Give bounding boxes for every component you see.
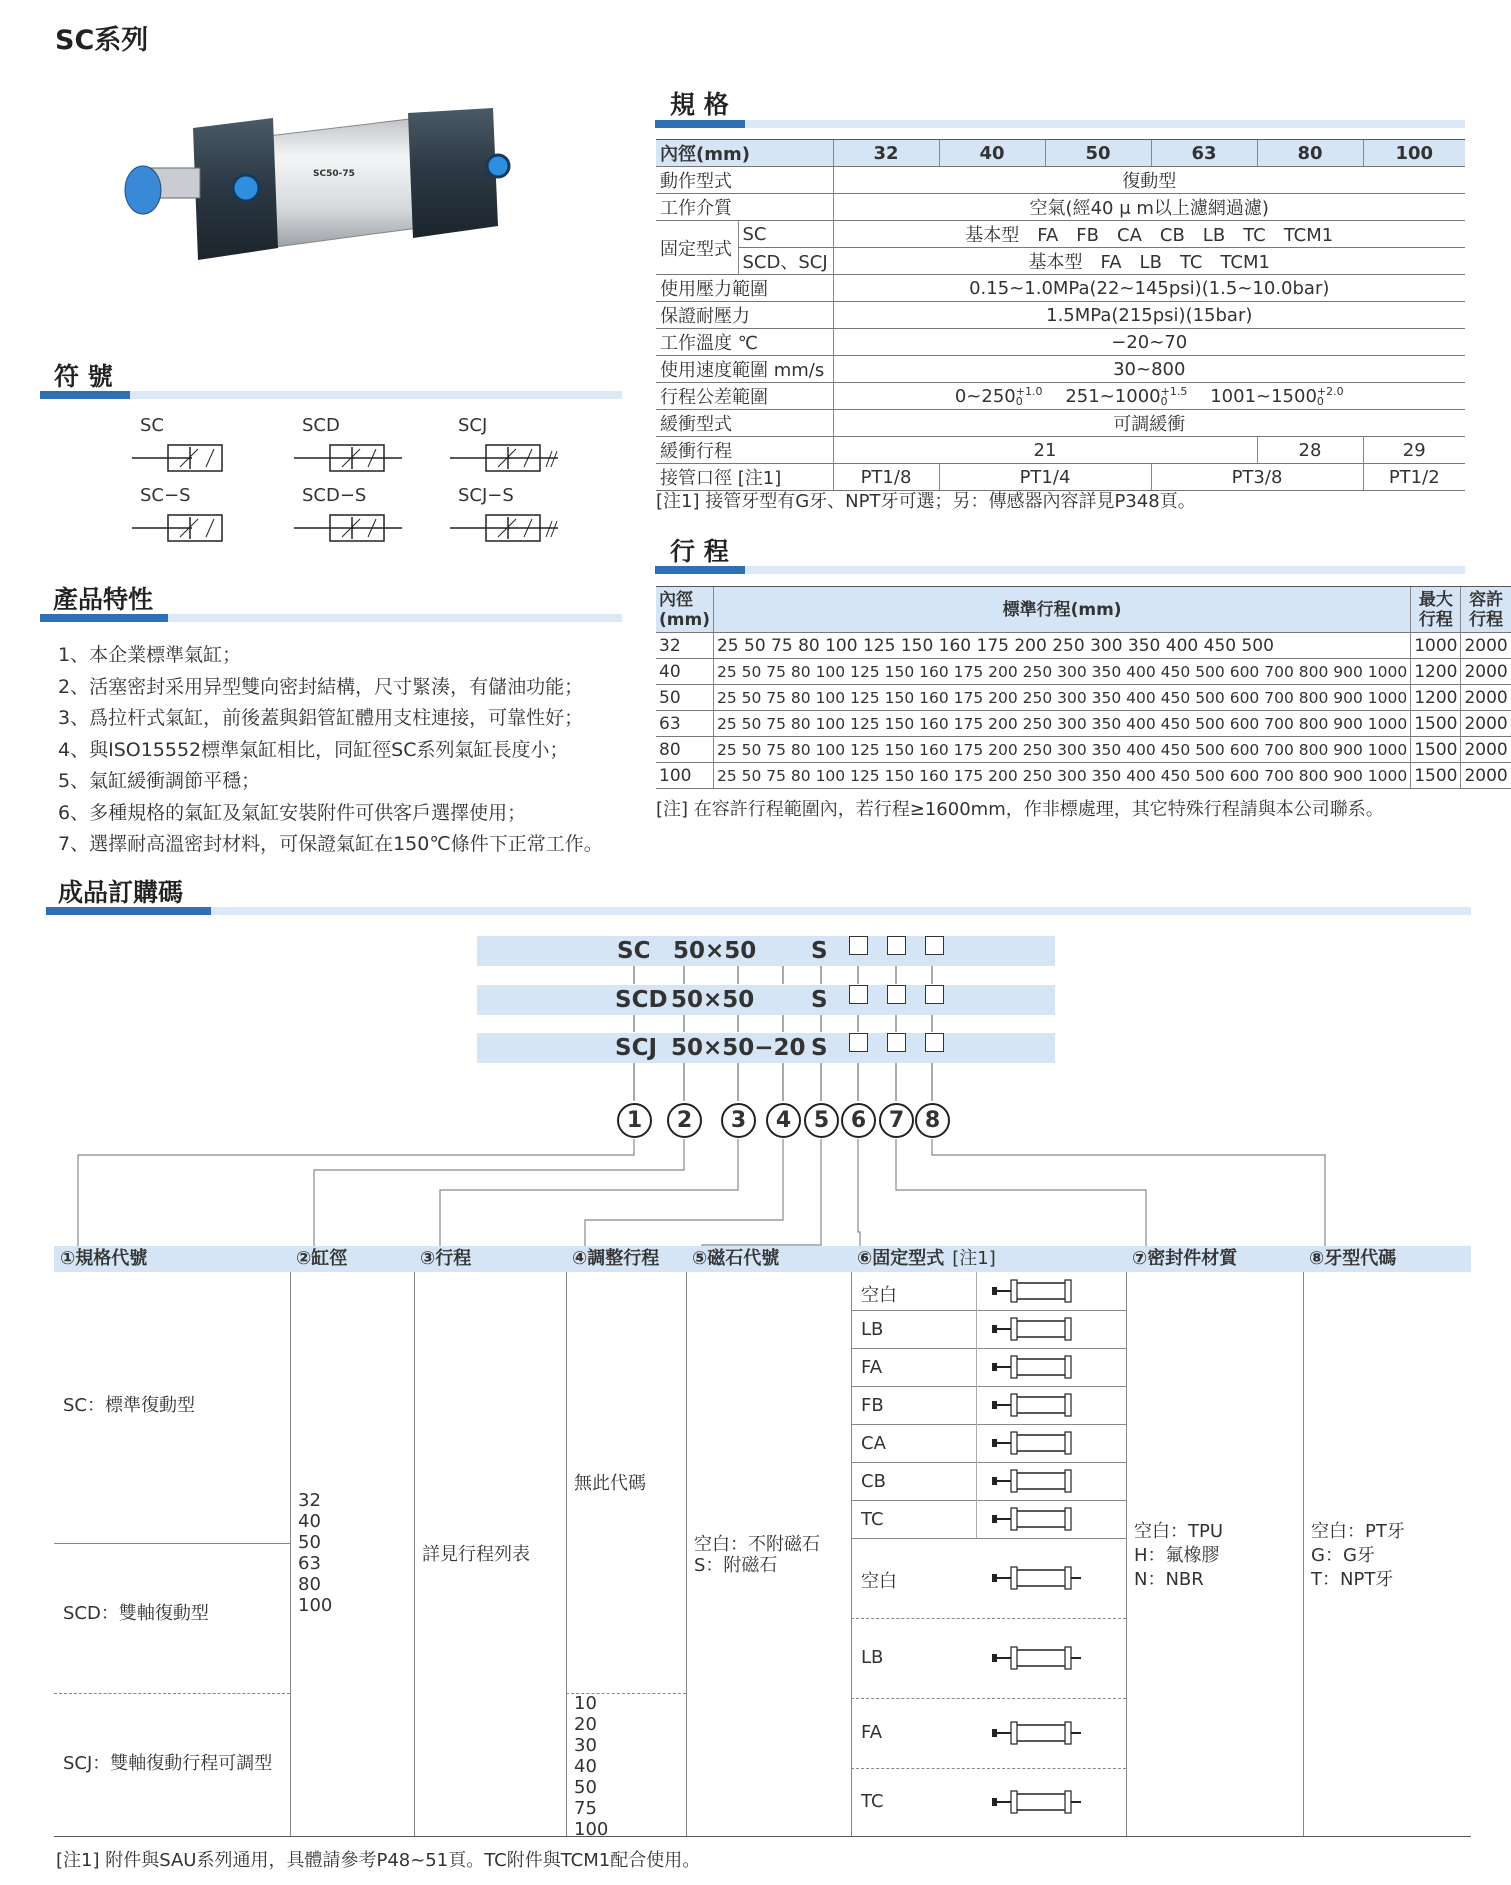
stroke-bore: 50 (656, 685, 713, 711)
order-header (1126, 1246, 1303, 1272)
stroke-max: 1200 (1411, 685, 1461, 711)
stroke-allow: 2000 (1461, 737, 1511, 763)
tol-upper: +2.0 (1316, 384, 1344, 398)
tol-upper: +1.5 (1160, 384, 1188, 398)
stroke-allow: 2000 (1461, 633, 1511, 659)
order-vline (686, 1272, 687, 1836)
symbol-label: SC−S (140, 485, 191, 506)
order-header-label: ⑦密封件材質 (1132, 1248, 1238, 1269)
thread-codes: 空白：PT牙 G：G牙 T：NPT牙 (1311, 1521, 1405, 1590)
mount-row (851, 1424, 1126, 1463)
spec-value: 基本型 FA LB TC TCM1 (833, 248, 1465, 275)
spec-value: −20~70 (833, 329, 1465, 356)
order-vline (290, 1272, 291, 1836)
tol-lower: 0 (1316, 394, 1324, 408)
stroke-std: 25 50 75 80 100 125 150 160 175 200 250 300 350 400 450 500 600 700 800 900 1000 (713, 737, 1410, 763)
order-header-label: ①規格代號 (60, 1248, 148, 1269)
order-vline (566, 1272, 567, 1836)
spec-value: 復動型 (833, 167, 1465, 194)
order-header (851, 1246, 1126, 1272)
spec-label: 緩衝型式 (656, 410, 833, 437)
mount-sep (976, 1348, 977, 1386)
stroke-header-bore: 內徑 (mm) (656, 587, 713, 633)
spec-sublabel: SCD、SCJ (738, 248, 833, 275)
spec-value: PT3/8 (1151, 464, 1363, 491)
stroke-bore: 40 (656, 659, 713, 685)
stroke-max: 1200 (1411, 659, 1461, 685)
spec-label: 保證耐壓力 (656, 302, 833, 329)
position-circle: 5 (804, 1103, 839, 1138)
mount-row (851, 1310, 1126, 1349)
spec-label: 緩衝行程 (656, 437, 833, 464)
spec-label: 使用壓力範圍 (656, 275, 833, 302)
spec-value: 21 (833, 437, 1257, 464)
spec-value: 0.15~1.0MPa(22~145psi)(1.5~10.0bar) (833, 275, 1465, 302)
spec-value: PT1/4 (939, 464, 1151, 491)
mount-sep (976, 1500, 977, 1538)
spec-label: 工作介質 (656, 194, 833, 221)
spec-label: 行程公差範圍 (656, 383, 833, 410)
spec-value: PT1/8 (833, 464, 939, 491)
mount-row (851, 1386, 1126, 1425)
order-model: SC (617, 938, 651, 964)
spec-value: 空氣(經40 μ m以上濾網過濾) (833, 194, 1465, 221)
tol-range: 0~250 (954, 385, 1016, 407)
mount-code: FA (861, 1722, 883, 1743)
order-header-label: ⑤磁石代號 (692, 1248, 780, 1269)
feature-item: 3、爲拉杆式氣缸，前後蓋與鋁管缸體用支柱連接，可靠性好； (58, 707, 584, 729)
symbol-label: SCD (302, 415, 340, 436)
tol-range: 251~1000 (1065, 385, 1161, 407)
mount-style-icon (989, 1314, 1079, 1344)
spec-value: 29 (1363, 437, 1465, 464)
product-label: SC50-75 (313, 169, 355, 179)
feature-item: 1、本企業標準氣缸； (58, 644, 242, 666)
spec-bore: 80 (1257, 140, 1363, 167)
order-model: SCD (615, 987, 668, 1013)
order-header-label: ⑧牙型代碼 (1309, 1248, 1397, 1269)
order-vline (1303, 1272, 1304, 1836)
symbol-heading: 符 號 (54, 362, 113, 391)
mount-code: LB (861, 1319, 884, 1340)
mount-style-icon (989, 1428, 1079, 1458)
spec-value: 1.5MPa(215psi)(15bar) (833, 302, 1465, 329)
mount-row (851, 1618, 1126, 1699)
feature-item: 6、多種規格的氣缸及氣缸安裝附件可供客戶選擇使用； (58, 801, 527, 824)
spec-sublabel: SC (738, 221, 833, 248)
stroke-allow: 2000 (1461, 685, 1511, 711)
mount-sep (976, 1310, 977, 1348)
mount-code: FA (861, 1357, 883, 1378)
mount-code: CB (861, 1471, 886, 1492)
spec-value: 30~800 (833, 356, 1465, 383)
symbol-label: SCJ (458, 415, 488, 436)
order-header-label: ③行程 (420, 1248, 472, 1269)
mount-code: CA (861, 1433, 886, 1454)
mount-row (851, 1768, 1126, 1836)
spec-code-sc: SC：標準復動型 (63, 1395, 195, 1416)
mount-row (851, 1538, 1126, 1619)
stroke-header-std: 標準行程(mm) (713, 587, 1410, 633)
stroke-max: 1000 (1411, 633, 1461, 659)
spec-value: 28 (1257, 437, 1363, 464)
order-header-label: ②缸徑 (296, 1248, 348, 1269)
stroke-allow: 2000 (1461, 659, 1511, 685)
order-header-label: ⑥固定型式 (857, 1248, 945, 1269)
bore-list: 32 40 50 63 80 100 (298, 1490, 333, 1616)
spec-label: 工作溫度 ℃ (656, 329, 833, 356)
mount-sep (976, 1424, 977, 1462)
order-header-label: ④調整行程 (572, 1248, 660, 1269)
order-header (290, 1246, 414, 1272)
order-heading: 成品訂購碼 (58, 878, 184, 907)
mount-row (851, 1348, 1126, 1387)
order-header (414, 1246, 566, 1272)
order-hline (54, 1693, 290, 1694)
spec-code-scd: SCD：雙軸復動型 (63, 1603, 209, 1624)
tol-upper: +1.0 (1015, 384, 1043, 398)
mount-code: 空白 (861, 1285, 897, 1306)
order-hline (54, 1543, 290, 1544)
position-circle: 1 (617, 1103, 652, 1138)
stroke-heading: 行 程 (670, 537, 729, 566)
stroke-allow: 2000 (1461, 763, 1511, 789)
order-vline (414, 1272, 415, 1836)
spec-code-scj: SCJ：雙軸復動行程可調型 (63, 1753, 273, 1774)
mount-code: FB (861, 1395, 884, 1416)
adjust-values: 10 20 30 40 50 75 100 (574, 1693, 609, 1840)
stroke-std: 25 50 75 80 100 125 150 160 175 200 250 300 350 400 450 500 600 700 800 900 1000 (713, 685, 1410, 711)
spec-bore: 40 (939, 140, 1045, 167)
mount-style-icon (989, 1563, 1079, 1593)
stroke-std: 25 50 75 80 100 125 150 160 175 200 250 300 350 400 450 500 (713, 633, 1410, 659)
order-model: SCJ (615, 1035, 658, 1061)
spec-value: 基本型 FA FB CA CB LB TC TCM1 (833, 221, 1465, 248)
mount-code: TC (861, 1791, 884, 1812)
order-header (566, 1246, 686, 1272)
stroke-header-max: 最大 行程 (1411, 587, 1461, 633)
order-series-s: S (811, 1035, 828, 1061)
position-circle: 6 (841, 1103, 876, 1138)
mount-style-icon (989, 1352, 1079, 1382)
order-series-s: S (811, 938, 828, 964)
symbol-label: SCD−S (302, 485, 367, 506)
mount-style-icon (989, 1390, 1079, 1420)
seal-codes: 空白：TPU H：氟橡膠 N：NBR (1134, 1521, 1224, 1590)
mount-style-icon (989, 1787, 1079, 1817)
order-table-bottom (54, 1836, 1471, 1837)
spec-bore-header: 內徑(mm) (656, 140, 833, 167)
mount-code: LB (861, 1647, 884, 1668)
stroke-header-allow: 容許 行程 (1461, 587, 1511, 633)
stroke-std: 25 50 75 80 100 125 150 160 175 200 250 300 350 400 450 500 600 700 800 900 1000 (713, 711, 1410, 737)
position-circle: 8 (915, 1103, 950, 1138)
stroke-max: 1500 (1411, 711, 1461, 737)
stroke-allow: 2000 (1461, 711, 1511, 737)
order-size: 50×50−20 (671, 1035, 806, 1061)
spec-value: PT1/2 (1363, 464, 1465, 491)
symbol-label: SCJ−S (458, 485, 514, 506)
order-note: [注1] 附件與SAU系列通用，具體請參考P48~51頁。TC附件與TCM1配合使用。 (56, 1850, 701, 1871)
order-size: 50×50 (673, 938, 757, 964)
order-header-note: [注1] (952, 1248, 996, 1269)
stroke-bore: 32 (656, 633, 713, 659)
features-heading: 產品特性 (53, 585, 154, 614)
stroke-bore: 100 (656, 763, 713, 789)
stroke-bore: 80 (656, 737, 713, 763)
mount-style-icon (989, 1643, 1079, 1673)
stroke-reference: 詳見行程列表 (422, 1544, 530, 1565)
mount-style-icon (989, 1276, 1079, 1306)
spec-value: 可調緩衝 (833, 410, 1465, 437)
mount-row (851, 1462, 1126, 1501)
spec-note: [注1] 接管牙型有G牙、NPT牙可選；另：傳感器內容詳見P348頁。 (656, 491, 1196, 512)
tol-range: 1001~1500 (1210, 385, 1317, 407)
mount-sep (976, 1386, 977, 1424)
mount-row (851, 1500, 1126, 1539)
order-header (54, 1246, 290, 1272)
stroke-note: [注] 在容許行程範圍內，若行程≥1600mm，作非標處理，其它特殊行程請與本公司聯系。 (656, 799, 1384, 820)
mount-sep (976, 1462, 977, 1500)
feature-item: 7、選擇耐高溫密封材料，可保證氣缸在150℃條件下正常工作。 (58, 833, 603, 855)
position-circle: 2 (667, 1103, 702, 1138)
order-series-s: S (811, 987, 828, 1013)
spec-bore: 50 (1045, 140, 1151, 167)
spec-label: 使用速度範圍 mm/s (656, 356, 833, 383)
stroke-max: 1500 (1411, 737, 1461, 763)
spec-label: 接管口徑 [注1] (656, 464, 833, 491)
position-circle: 4 (766, 1103, 801, 1138)
order-header (686, 1246, 851, 1272)
spec-bore: 100 (1363, 140, 1465, 167)
stroke-max: 1500 (1411, 763, 1461, 789)
order-size: 50×50 (671, 987, 755, 1013)
order-header (1303, 1246, 1471, 1272)
mount-code: 空白 (861, 1571, 897, 1592)
magnet-codes: 空白：不附磁石 S：附磁石 (694, 1534, 820, 1576)
stroke-bore: 63 (656, 711, 713, 737)
mount-style-icon (989, 1466, 1079, 1496)
tol-lower: 0 (1160, 394, 1168, 408)
spec-heading: 規 格 (670, 90, 729, 119)
mount-style-icon (989, 1718, 1079, 1748)
feature-item: 2、活塞密封采用异型雙向密封結構，尺寸緊湊，有儲油功能； (58, 675, 584, 698)
mount-row (851, 1698, 1126, 1769)
mount-code: TC (861, 1509, 884, 1530)
stroke-std: 25 50 75 80 100 125 150 160 175 200 250 300 350 400 450 500 600 700 800 900 1000 (713, 659, 1410, 685)
symbol-label: SC (140, 415, 164, 436)
feature-item: 4、與ISO15552標準氣缸相比，同缸徑SC系列氣缸長度小； (58, 738, 569, 761)
spec-bore: 32 (833, 140, 939, 167)
spec-label: 動作型式 (656, 167, 833, 194)
mount-sep (976, 1272, 977, 1310)
order-vline (1126, 1272, 1127, 1836)
spec-label: 固定型式 (656, 221, 738, 275)
adjust-none: 無此代碼 (574, 1473, 646, 1494)
mount-row (851, 1272, 1126, 1311)
position-circle: 3 (721, 1103, 756, 1138)
mount-style-icon (989, 1504, 1079, 1534)
tol-lower: 0 (1015, 394, 1023, 408)
position-circle: 7 (879, 1103, 914, 1138)
stroke-std: 25 50 75 80 100 125 150 160 175 200 250 300 350 400 450 500 600 700 800 900 1000 (713, 763, 1410, 789)
spec-bore: 63 (1151, 140, 1257, 167)
feature-item: 5、氣缸緩衝調節平穩； (58, 770, 261, 792)
page-title: SC系列 (55, 25, 149, 56)
